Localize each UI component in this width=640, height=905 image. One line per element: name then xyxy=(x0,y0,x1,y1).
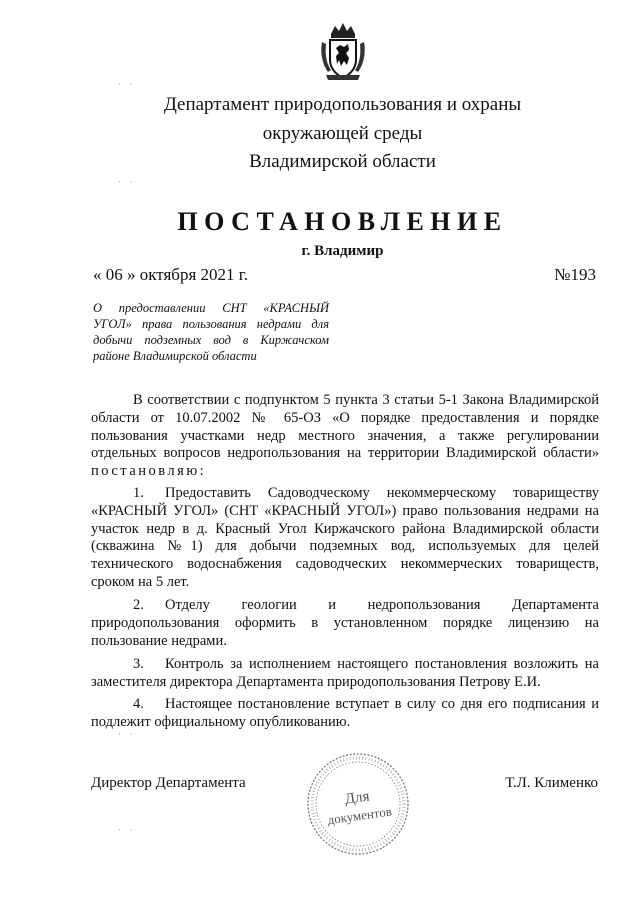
coat-of-arms-icon xyxy=(318,20,368,82)
item-text: Контроль за исполнением настоящего постановления возложить на заместителя директора Департамента природопользования Петрову Е.И. xyxy=(91,656,599,690)
item-2 xyxy=(91,597,599,650)
item-3 xyxy=(91,656,599,692)
department-name-line2: окружающей среды xyxy=(262,123,423,144)
item-number: 2. xyxy=(133,597,144,613)
scan-dot-mark: · · xyxy=(118,826,136,836)
item-text: Настоящее постановление вступает в силу со дня его подписания и подлежит официальному опубликованию. xyxy=(91,696,599,730)
preamble-text: В соответствии с подпунктом 5 пункта 3 статьи 5-1 Закона Владимирской области от 10.07.2002 № 65-ОЗ «О порядке предоставления и порядке пользования участками недр местного значения, а также регулировании отдельных вопросов недропользования на территории Владимирской области» xyxy=(91,392,599,462)
item-number: 1. xyxy=(133,485,144,501)
stamp-text-line1: Для xyxy=(343,788,371,808)
item-1 xyxy=(91,485,599,592)
official-stamp xyxy=(302,748,414,860)
item-text: Отделу геологии и недропользования Департамента природопользования оформить в установленном порядке лицензию на пользование недрами. xyxy=(91,597,599,649)
document-type-heading: ПОСТАНОВЛЕНИЕ xyxy=(177,207,508,236)
signatory-position: Директор Департамента xyxy=(91,775,246,791)
document-number: №193 xyxy=(554,265,596,284)
signatory-name: Т.Л. Клименко xyxy=(505,775,598,791)
scan-dot-mark: · · xyxy=(118,178,136,188)
document-date: « 06 » октября 2021 г. xyxy=(93,265,249,284)
department-name-line3: Владимирской области xyxy=(249,151,436,172)
resolve-word: постановляю: xyxy=(91,463,207,480)
preamble-paragraph xyxy=(91,392,599,481)
item-text: Предоставить Садоводческому некоммерческому товариществу «КРАСНЫЙ УГОЛ» (СНТ «КРАСНЫЙ УГОЛ») право пользования недрами на участок недр в д. Красный Угол Киржачского района Владимирской области (скважина №1) для добычи подземных вод, используемых для целей технического водоснабжения садоводческих некоммерческих товариществ, сроком на 5 лет. xyxy=(91,485,599,590)
department-name-line1: Департамент природопользования и охраны xyxy=(163,94,522,115)
stamp-text-line2: документов xyxy=(326,803,393,828)
scan-dot-mark: · · xyxy=(118,730,136,740)
document-subject: О предоставлении СНТ «КРАСНЫЙ УГОЛ» права пользования недрами для добычи подземных вод в Киржачском районе Владимирской области xyxy=(93,301,329,363)
scan-dot-mark: · · xyxy=(118,80,136,90)
city-label: г. Владимир xyxy=(301,243,384,259)
item-number: 4. xyxy=(133,696,144,712)
item-number: 3. xyxy=(133,656,144,672)
item-4 xyxy=(91,696,599,732)
